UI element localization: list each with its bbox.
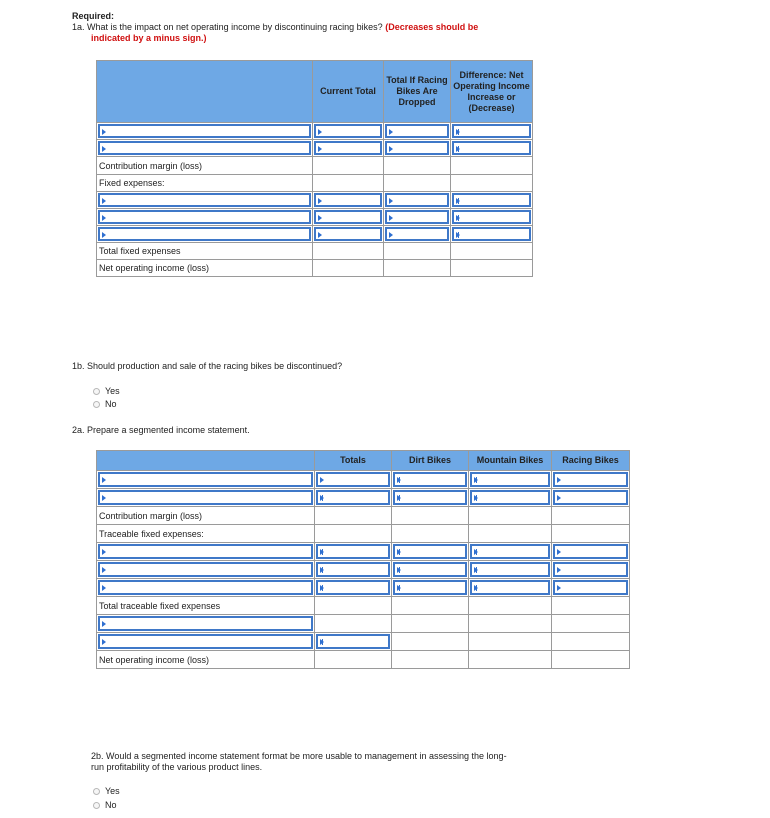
header-blank — [97, 61, 313, 123]
question-2b: 2b. Would a segmented income statement format be more usable to management in assessing the long- — [91, 751, 507, 761]
dropdown-arrow-icon — [320, 477, 324, 483]
radio-circle-icon — [93, 802, 100, 809]
label-dropdown[interactable] — [97, 471, 315, 489]
q1b-no-label: No — [105, 399, 117, 409]
dropdown-arrow-icon — [102, 232, 106, 238]
amount-input[interactable] — [313, 140, 384, 157]
dropdown-arrow-icon — [389, 198, 393, 204]
table-row — [97, 507, 630, 525]
traceable-fixed-expenses-label: Traceable fixed expenses: — [97, 525, 315, 543]
amount-input[interactable] — [315, 543, 392, 561]
contribution-margin-label: Contribution margin (loss) — [97, 157, 313, 175]
dropdown-arrow-icon — [102, 477, 106, 483]
impact-table-header — [97, 61, 533, 123]
table-row — [97, 543, 630, 561]
amount-input[interactable] — [384, 192, 451, 209]
table-row — [97, 633, 630, 651]
amount-input[interactable] — [313, 260, 384, 277]
question-2b-continued: run profitability of the various product lines. — [91, 762, 263, 772]
dropdown-arrow-icon — [456, 215, 460, 221]
table-row — [97, 192, 533, 209]
label-dropdown[interactable] — [97, 140, 313, 157]
segmented-table-header — [97, 451, 630, 471]
amount-input[interactable] — [315, 633, 392, 651]
table-row — [97, 123, 533, 140]
dropdown-arrow-icon — [102, 146, 106, 152]
question-1b: 1b. Should production and sale of the racing bikes be discontinued? — [72, 361, 343, 371]
dropdown-arrow-icon — [456, 146, 460, 152]
q2b-radio-yes[interactable] — [93, 786, 120, 796]
amount-input[interactable] — [451, 260, 533, 277]
dropdown-arrow-icon — [102, 549, 106, 555]
dropdown-arrow-icon — [474, 567, 478, 573]
amount-input[interactable] — [469, 543, 552, 561]
dropdown-arrow-icon — [397, 549, 401, 555]
table-row — [97, 260, 533, 277]
dropdown-arrow-icon — [318, 129, 322, 135]
dropdown-arrow-icon — [320, 567, 324, 573]
radio-circle-icon — [93, 401, 100, 408]
label-dropdown[interactable] — [97, 579, 315, 597]
label-dropdown[interactable] — [97, 543, 315, 561]
amount-input[interactable] — [552, 597, 630, 615]
dropdown-arrow-icon — [389, 129, 393, 135]
dropdown-arrow-icon — [474, 495, 478, 501]
amount-input[interactable] — [552, 471, 630, 489]
amount-input[interactable] — [384, 209, 451, 226]
amount-input[interactable] — [392, 489, 469, 507]
amount-input[interactable] — [313, 226, 384, 243]
question-1a-note-continued: indicated by a minus sign.) — [91, 33, 207, 43]
table-row — [97, 226, 533, 243]
amount-input[interactable] — [451, 140, 533, 157]
amount-input[interactable] — [392, 579, 469, 597]
amount-input[interactable] — [384, 243, 451, 260]
amount-input[interactable] — [451, 209, 533, 226]
table-row — [97, 525, 630, 543]
amount-input[interactable] — [469, 597, 552, 615]
amount-input[interactable] — [384, 140, 451, 157]
dropdown-arrow-icon — [318, 146, 322, 152]
question-1a-note: (Decreases should be — [385, 22, 479, 32]
amount-input[interactable] — [313, 123, 384, 140]
dropdown-arrow-icon — [318, 232, 322, 238]
table-row — [97, 471, 630, 489]
question-1a-text: 1a. What is the impact on net operating income by discontinuing racing bikes? — [72, 22, 383, 32]
dropdown-arrow-icon — [389, 146, 393, 152]
dropdown-arrow-icon — [102, 198, 106, 204]
label-dropdown[interactable] — [97, 489, 315, 507]
table-row — [97, 597, 630, 615]
total-fixed-expenses-label: Total fixed expenses — [97, 243, 313, 260]
net-operating-income-label: Net operating income (loss) — [97, 260, 313, 277]
header-current-total: Current Total — [313, 61, 384, 123]
amount-input[interactable] — [451, 226, 533, 243]
table-row — [97, 651, 630, 669]
dropdown-arrow-icon — [102, 215, 106, 221]
header-difference: Difference: Net Operating Income Increase or (Decrease) — [451, 61, 533, 123]
amount-input[interactable] — [552, 489, 630, 507]
dropdown-arrow-icon — [456, 129, 460, 135]
q2b-no-label: No — [105, 800, 117, 810]
label-dropdown[interactable] — [97, 123, 313, 140]
header-totals: Totals — [315, 451, 392, 471]
dropdown-arrow-icon — [102, 585, 106, 591]
table-row — [97, 243, 533, 260]
radio-circle-icon — [93, 788, 100, 795]
amount-input[interactable] — [384, 260, 451, 277]
amount-input[interactable] — [469, 579, 552, 597]
dropdown-arrow-icon — [320, 639, 324, 645]
amount-input[interactable] — [315, 507, 392, 525]
table-row — [97, 175, 533, 192]
dropdown-arrow-icon — [456, 232, 460, 238]
q1b-yes-label: Yes — [105, 386, 120, 396]
dropdown-arrow-icon — [397, 495, 401, 501]
question-2a: 2a. Prepare a segmented income statement. — [72, 425, 250, 435]
label-dropdown[interactable] — [97, 226, 313, 243]
dropdown-arrow-icon — [397, 477, 401, 483]
amount-input[interactable] — [469, 471, 552, 489]
dropdown-arrow-icon — [474, 585, 478, 591]
fixed-expenses-label: Fixed expenses: — [97, 175, 313, 192]
q2b-radio-no[interactable] — [93, 800, 117, 810]
amount-input[interactable] — [392, 597, 469, 615]
dropdown-arrow-icon — [102, 129, 106, 135]
dropdown-arrow-icon — [474, 477, 478, 483]
table-row — [97, 140, 533, 157]
dropdown-arrow-icon — [389, 215, 393, 221]
required-heading: Required: — [72, 11, 115, 21]
total-traceable-fixed-expenses-label: Total traceable fixed expenses — [97, 597, 315, 615]
dropdown-arrow-icon — [318, 198, 322, 204]
amount-input[interactable] — [451, 192, 533, 209]
amount-input[interactable] — [313, 192, 384, 209]
amount-input[interactable] — [392, 507, 469, 525]
amount-input[interactable] — [392, 543, 469, 561]
label-dropdown[interactable] — [97, 192, 313, 209]
dropdown-arrow-icon — [320, 495, 324, 501]
dropdown-arrow-icon — [557, 477, 561, 483]
amount-input[interactable] — [313, 157, 384, 175]
header-mountain-bikes: Mountain Bikes — [469, 451, 552, 471]
amount-input[interactable] — [315, 651, 392, 669]
amount-input[interactable] — [315, 579, 392, 597]
segmented-income-table — [96, 450, 630, 669]
amount-input[interactable] — [552, 579, 630, 597]
table-row — [97, 209, 533, 226]
dropdown-arrow-icon — [474, 549, 478, 555]
header-dirt-bikes: Dirt Bikes — [392, 451, 469, 471]
header-if-dropped: Total If Racing Bikes Are Dropped — [384, 61, 451, 123]
dropdown-arrow-icon — [102, 639, 106, 645]
dropdown-arrow-icon — [397, 585, 401, 591]
radio-circle-icon — [93, 388, 100, 395]
dropdown-arrow-icon — [102, 621, 106, 627]
amount-input[interactable] — [384, 157, 451, 175]
amount-input[interactable] — [315, 471, 392, 489]
q1b-radio-no[interactable] — [93, 399, 117, 409]
dropdown-arrow-icon — [397, 567, 401, 573]
q1b-radio-yes[interactable] — [93, 386, 120, 396]
amount-input[interactable] — [469, 489, 552, 507]
header-blank — [97, 451, 315, 471]
dropdown-arrow-icon — [557, 495, 561, 501]
net-operating-income-label: Net operating income (loss) — [97, 651, 315, 669]
amount-input[interactable] — [451, 243, 533, 260]
amount-input[interactable] — [392, 561, 469, 579]
dropdown-arrow-icon — [320, 585, 324, 591]
dropdown-arrow-icon — [389, 232, 393, 238]
amount-input[interactable] — [313, 209, 384, 226]
table-row — [97, 615, 630, 633]
amount-input[interactable] — [384, 123, 451, 140]
amount-input[interactable] — [315, 561, 392, 579]
dropdown-arrow-icon — [456, 198, 460, 204]
impact-table — [96, 60, 533, 277]
amount-input[interactable] — [552, 561, 630, 579]
contribution-margin-label: Contribution margin (loss) — [97, 507, 315, 525]
header-racing-bikes: Racing Bikes — [552, 451, 630, 471]
amount-input[interactable] — [469, 507, 552, 525]
amount-input[interactable] — [315, 489, 392, 507]
amount-input[interactable] — [384, 226, 451, 243]
amount-input[interactable] — [315, 597, 392, 615]
question-1a — [72, 22, 478, 32]
label-dropdown[interactable] — [97, 633, 315, 651]
amount-input[interactable] — [313, 243, 384, 260]
amount-input[interactable] — [552, 543, 630, 561]
amount-input[interactable] — [451, 157, 533, 175]
dropdown-arrow-icon — [318, 215, 322, 221]
dropdown-arrow-icon — [557, 567, 561, 573]
amount-input[interactable] — [552, 507, 630, 525]
table-row — [97, 157, 533, 175]
amount-input[interactable] — [392, 471, 469, 489]
table-row — [97, 561, 630, 579]
table-row — [97, 489, 630, 507]
q2b-yes-label: Yes — [105, 786, 120, 796]
label-dropdown[interactable] — [97, 209, 313, 226]
dropdown-arrow-icon — [102, 567, 106, 573]
dropdown-arrow-icon — [320, 549, 324, 555]
dropdown-arrow-icon — [557, 585, 561, 591]
table-row — [97, 579, 630, 597]
dropdown-arrow-icon — [102, 495, 106, 501]
amount-input[interactable] — [451, 123, 533, 140]
dropdown-arrow-icon — [557, 549, 561, 555]
label-dropdown[interactable] — [97, 561, 315, 579]
label-dropdown[interactable] — [97, 615, 315, 633]
amount-input[interactable] — [469, 561, 552, 579]
